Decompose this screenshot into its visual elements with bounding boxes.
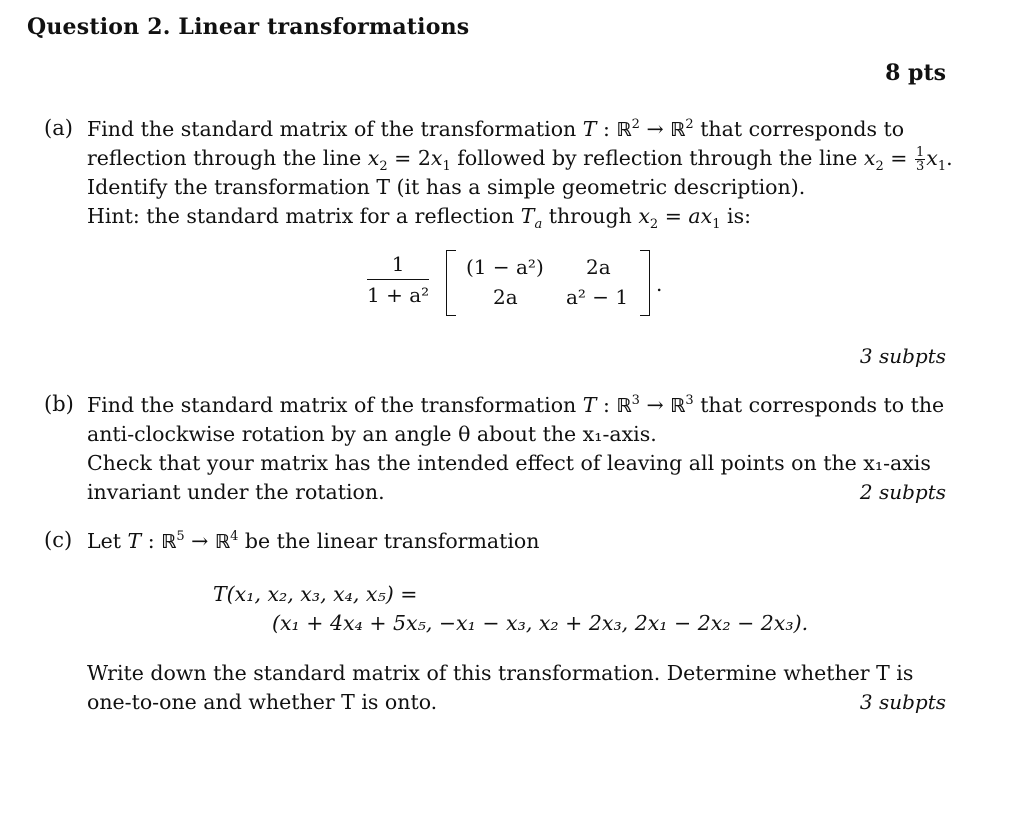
part-a-line-1 — [87, 115, 904, 145]
question-points: 8 pts — [885, 60, 946, 86]
matrix-scalar-fraction — [367, 252, 429, 307]
math-T-map-r5-r4: T : ℝ$^5$ → ℝ$^4$ — [127, 529, 239, 553]
matrix-left-bracket — [446, 250, 456, 316]
part-a-line-2-pre: reflection through the line — [87, 146, 368, 170]
fraction-denominator: 1 + a² — [367, 283, 430, 307]
equation-line-1: T(x₁, x₂, x₃, x₄, x₅) = — [213, 582, 418, 606]
part-a-line-2 — [87, 144, 953, 173]
matrix-cell-12: 2a — [586, 255, 611, 279]
part-a-line-4-post: is: — [720, 204, 751, 228]
part-a-line-1-post: that corresponds to — [693, 117, 905, 141]
part-b-line-3: Check that your matrix has the intended effect of leaving all points on the x₁-axis — [87, 451, 931, 475]
math-T-map-r3: T : ℝ$^3$ → ℝ$^3$ — [582, 393, 694, 417]
part-a-line-4 — [87, 202, 751, 231]
part-b-line-2: anti-clockwise rotation by an angle θ about the x₁-axis. — [87, 422, 657, 446]
matrix-cell-21: 2a — [493, 285, 518, 309]
part-a-subpoints: 3 subpts — [859, 344, 946, 368]
math-T-a: $T_a$ — [520, 204, 543, 233]
part-b-line-1-post: that corresponds to the — [693, 393, 945, 417]
part-a-line-2-mid: followed by reflection through the line — [450, 146, 864, 170]
part-b-line-1-pre: Find the standard matrix of the transformation — [87, 393, 583, 417]
matrix-cell-22: a² − 1 — [566, 285, 629, 309]
part-c-line-3: one-to-one and whether T is onto. — [87, 690, 438, 714]
part-c-line-1-pre: Let — [87, 529, 128, 553]
equation-line-2: (x₁ + 4x₄ + 5x₅, −x₁ − x₃, x₂ + 2x₃, 2x₁ − 2x₂ − 2x₃). — [272, 611, 809, 635]
math-line-x2-eq-2x1: $x_2 = 2x_1$ — [367, 146, 451, 175]
math-line-x2-eq-ax1: $x_2 = ax_1$ — [638, 204, 721, 233]
part-b-subpoints: 2 subpts — [859, 480, 946, 504]
part-a-label: (a) — [44, 116, 73, 140]
part-a-line-3: Identify the transformation T (it has a simple geometric description). — [87, 175, 806, 199]
part-a-line-4-pre: Hint: the standard matrix for a reflection — [87, 204, 521, 228]
part-c-line-1 — [87, 527, 539, 557]
matrix-period: . — [656, 272, 663, 296]
part-a-line-1-pre: Find the standard matrix of the transformation — [87, 117, 583, 141]
question-title: Question 2. Linear transformations — [27, 14, 470, 40]
part-c-line-2: Write down the standard matrix of this transformation. Determine whether T is — [87, 661, 914, 685]
part-c-label: (c) — [44, 528, 73, 552]
fraction-numerator: 1 — [367, 252, 429, 280]
matrix-right-bracket — [640, 250, 650, 316]
part-b-line-1 — [87, 391, 944, 421]
math-line-x2-eq-third-x1: $x_2$ = $\frac{1}{3}$ $x_1$. — [863, 145, 953, 175]
part-b-label: (b) — [44, 392, 74, 416]
part-a-line-4-mid: through — [542, 204, 639, 228]
part-c-line-1-post: be the linear transformation — [238, 529, 540, 553]
math-T-map-r2: T : ℝ$^2$ → ℝ$^2$ — [582, 117, 694, 141]
matrix-cell-11: (1 − a²) — [466, 255, 544, 279]
part-c-subpoints: 3 subpts — [859, 690, 946, 714]
part-b-line-4: invariant under the rotation. — [87, 480, 385, 504]
